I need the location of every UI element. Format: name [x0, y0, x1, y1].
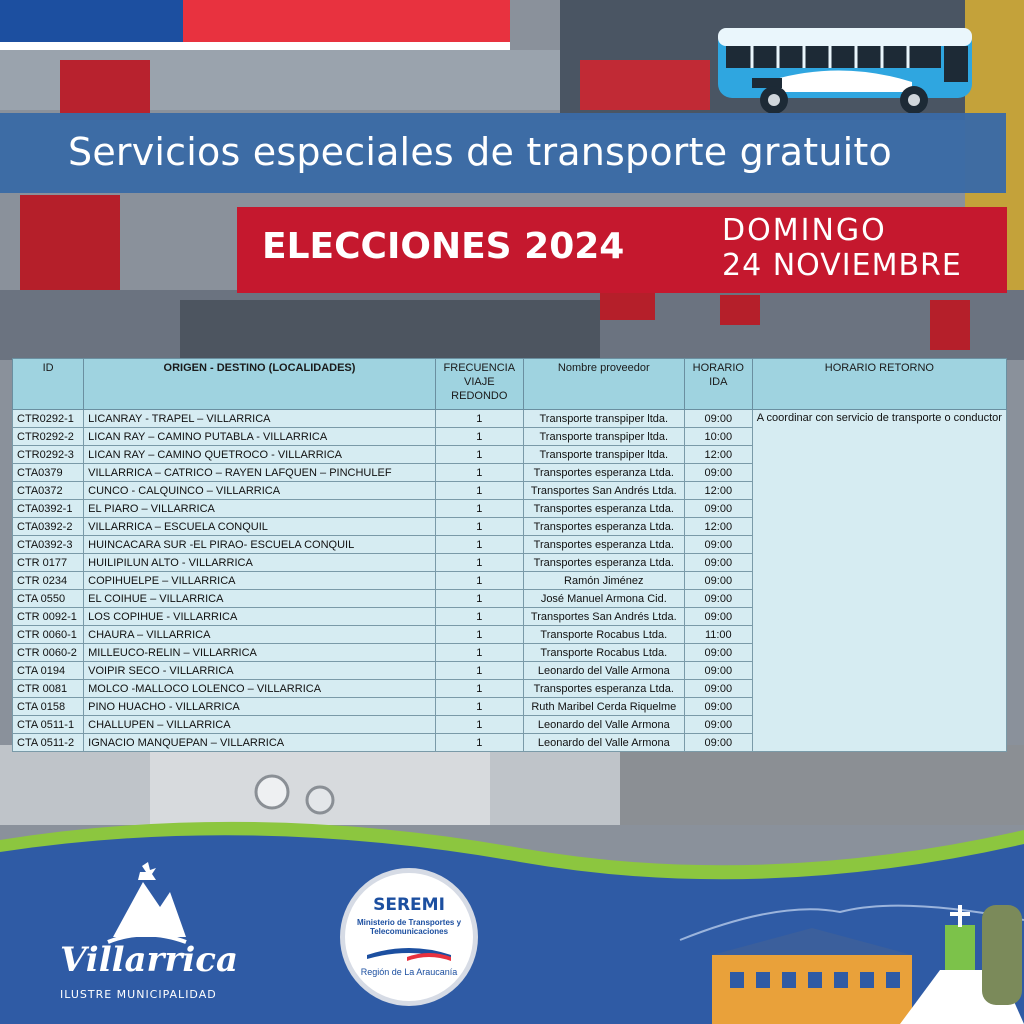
municipality-name: Villarrica	[60, 940, 239, 980]
row-return-time: A coordinar con servicio de transporte o conductor	[752, 410, 1006, 752]
row-id: CTA0392-2	[13, 518, 84, 536]
row-provider: Transportes San Andrés Ltda.	[523, 482, 684, 500]
row-route: LICANRAY - TRAPEL – VILLARRICA	[84, 410, 436, 428]
row-provider: Leonardo del Valle Armona	[523, 662, 684, 680]
row-frequency: 1	[435, 680, 523, 698]
row-route: HUINCACARA SUR -EL PIRAO- ESCUELA CONQUIL	[84, 536, 436, 554]
row-provider: Ramón Jiménez	[523, 572, 684, 590]
row-departure-time: 09:00	[684, 536, 752, 554]
row-departure-time: 09:00	[684, 734, 752, 752]
table-header-row	[13, 359, 1007, 410]
row-departure-time: 10:00	[684, 428, 752, 446]
seremi-title: SEREMI	[373, 895, 445, 915]
row-frequency: 1	[435, 428, 523, 446]
row-departure-time: 09:00	[684, 464, 752, 482]
row-provider: Transportes esperanza Ltda.	[523, 554, 684, 572]
row-departure-time: 12:00	[684, 482, 752, 500]
row-id: CTA 0194	[13, 662, 84, 680]
bus-icon	[712, 20, 976, 116]
col-id: ID	[13, 359, 84, 410]
row-provider: Transportes esperanza Ltda.	[523, 464, 684, 482]
row-route: CHAURA – VILLARRICA	[84, 626, 436, 644]
row-provider: Leonardo del Valle Armona	[523, 734, 684, 752]
row-id: CTA0392-1	[13, 500, 84, 518]
flag-white-stripe	[0, 42, 510, 50]
row-departure-time: 09:00	[684, 572, 752, 590]
row-departure-time: 09:00	[684, 662, 752, 680]
row-provider: Transportes esperanza Ltda.	[523, 680, 684, 698]
row-id: CTA0372	[13, 482, 84, 500]
municipality-subtitle: ILUSTRE MUNICIPALIDAD	[60, 988, 217, 1001]
row-frequency: 1	[435, 446, 523, 464]
row-provider: Leonardo del Valle Armona	[523, 716, 684, 734]
row-route: LICAN RAY – CAMINO PUTABLA - VILLARRICA	[84, 428, 436, 446]
schedule-table	[12, 358, 1007, 752]
row-route: CUNCO - CALQUINCO – VILLARRICA	[84, 482, 436, 500]
row-route: CHALLUPEN – VILLARRICA	[84, 716, 436, 734]
row-departure-time: 09:00	[684, 608, 752, 626]
row-id: CTR 0177	[13, 554, 84, 572]
row-frequency: 1	[435, 554, 523, 572]
row-route: IGNACIO MANQUEPAN – VILLARRICA	[84, 734, 436, 752]
event-day: DOMINGO	[722, 213, 887, 248]
row-id: CTA0392-3	[13, 536, 84, 554]
row-provider: Transportes San Andrés Ltda.	[523, 608, 684, 626]
row-route: LOS COPIHUE - VILLARRICA	[84, 608, 436, 626]
col-origin-destination: ORIGEN - DESTINO (LOCALIDADES)	[84, 359, 436, 410]
row-frequency: 1	[435, 698, 523, 716]
row-provider: Transporte Rocabus Ltda.	[523, 644, 684, 662]
row-frequency: 1	[435, 626, 523, 644]
row-route: MOLCO -MALLOCO LOLENCO – VILLARRICA	[84, 680, 436, 698]
row-frequency: 1	[435, 500, 523, 518]
row-departure-time: 09:00	[684, 716, 752, 734]
row-id: CTA0379	[13, 464, 84, 482]
row-route: COPIHUELPE – VILLARRICA	[84, 572, 436, 590]
row-departure-time: 09:00	[684, 644, 752, 662]
row-departure-time: 12:00	[684, 518, 752, 536]
table-row	[13, 410, 1007, 428]
row-departure-time: 09:00	[684, 698, 752, 716]
page-title: Servicios especiales de transporte gratuito	[68, 130, 892, 174]
row-id: CTA 0511-1	[13, 716, 84, 734]
row-provider: Transporte transpiper ltda.	[523, 446, 684, 464]
row-id: CTA 0550	[13, 590, 84, 608]
row-frequency: 1	[435, 662, 523, 680]
row-provider: Transportes esperanza Ltda.	[523, 500, 684, 518]
row-route: EL COIHUE – VILLARRICA	[84, 590, 436, 608]
row-frequency: 1	[435, 716, 523, 734]
row-frequency: 1	[435, 518, 523, 536]
row-id: CTR0292-1	[13, 410, 84, 428]
row-route: EL PIARO – VILLARRICA	[84, 500, 436, 518]
row-route: VOIPIR SECO - VILLARRICA	[84, 662, 436, 680]
row-provider: José Manuel Armona Cid.	[523, 590, 684, 608]
row-id: CTR 0081	[13, 680, 84, 698]
row-route: MILLEUCO-RELIN – VILLARRICA	[84, 644, 436, 662]
row-departure-time: 09:00	[684, 500, 752, 518]
row-id: CTR 0060-1	[13, 626, 84, 644]
row-departure-time: 09:00	[684, 554, 752, 572]
row-frequency: 1	[435, 482, 523, 500]
row-id: CTR0292-2	[13, 428, 84, 446]
row-id: CTR0292-3	[13, 446, 84, 464]
row-frequency: 1	[435, 644, 523, 662]
seremi-logo	[340, 868, 478, 1006]
row-route: VILLARRICA – ESCUELA CONQUIL	[84, 518, 436, 536]
row-frequency: 1	[435, 608, 523, 626]
row-id: CTA 0511-2	[13, 734, 84, 752]
seremi-ministry: Ministerio de Transportes y Telecomunicaciones	[356, 918, 462, 936]
row-id: CTR 0060-2	[13, 644, 84, 662]
event-title: ELECCIONES 2024	[262, 226, 625, 267]
col-frequency: FRECUENCIA VIAJE REDONDO	[435, 359, 523, 410]
row-departure-time: 09:00	[684, 590, 752, 608]
event-date: 24 NOVIEMBRE	[722, 248, 962, 283]
row-provider: Transporte Rocabus Ltda.	[523, 626, 684, 644]
row-provider: Transportes esperanza Ltda.	[523, 518, 684, 536]
row-frequency: 1	[435, 590, 523, 608]
row-id: CTA 0158	[13, 698, 84, 716]
row-route: VILLARRICA – CATRICO – RAYEN LAFQUEN – PINCHULEF	[84, 464, 436, 482]
row-departure-time: 09:00	[684, 410, 752, 428]
flag-stripe	[0, 0, 510, 50]
row-route: PINO HUACHO - VILLARRICA	[84, 698, 436, 716]
row-departure-time: 11:00	[684, 626, 752, 644]
villarrica-logo-icon	[98, 862, 193, 947]
seremi-region: Región de La Araucanía	[360, 967, 458, 977]
row-frequency: 1	[435, 536, 523, 554]
row-departure-time: 12:00	[684, 446, 752, 464]
row-route: LICAN RAY – CAMINO QUETROCO - VILLARRICA	[84, 446, 436, 464]
col-provider: Nombre proveedor	[523, 359, 684, 410]
seremi-swoosh-icon	[367, 945, 451, 963]
row-departure-time: 09:00	[684, 680, 752, 698]
row-id: CTR 0234	[13, 572, 84, 590]
row-frequency: 1	[435, 464, 523, 482]
col-return-time: HORARIO RETORNO	[752, 359, 1006, 410]
row-provider: Transporte transpiper ltda.	[523, 428, 684, 446]
row-frequency: 1	[435, 734, 523, 752]
row-provider: Transporte transpiper ltda.	[523, 410, 684, 428]
row-route: HUILIPILUN ALTO - VILLARRICA	[84, 554, 436, 572]
row-frequency: 1	[435, 410, 523, 428]
row-provider: Transportes esperanza Ltda.	[523, 536, 684, 554]
row-provider: Ruth Maribel Cerda Riquelme	[523, 698, 684, 716]
row-frequency: 1	[435, 572, 523, 590]
col-departure-time: HORARIO IDA	[684, 359, 752, 410]
row-id: CTR 0092-1	[13, 608, 84, 626]
